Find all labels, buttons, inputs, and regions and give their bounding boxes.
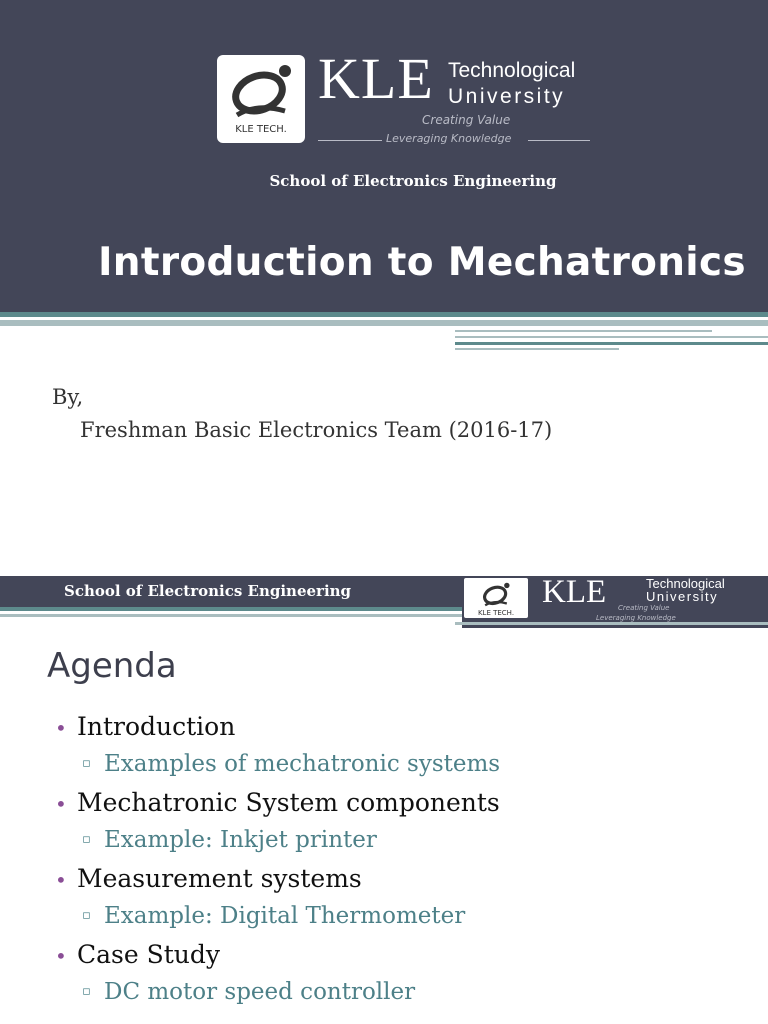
- agenda-logo-stripe: [455, 622, 768, 625]
- logo-tagline-1: Creating Value: [618, 604, 670, 612]
- list-item: [55, 864, 768, 903]
- kle-tech-emblem-small: [464, 578, 528, 618]
- header-stripe: [455, 348, 619, 350]
- list-item: [55, 940, 768, 979]
- logo-tagline-2: Leveraging Knowledge: [596, 614, 676, 622]
- kle-q-logo-icon: [476, 580, 516, 608]
- list-item-text: Examples of mechatronic systems: [104, 751, 501, 777]
- logo-university-text: University: [646, 589, 719, 604]
- title-header-band: [0, 0, 768, 312]
- agenda-slide: [0, 576, 768, 1024]
- list-item: [55, 903, 768, 940]
- tagline-rule-right: [528, 140, 590, 141]
- header-stripe: [455, 336, 768, 338]
- list-item-text: Example: Digital Thermometer: [104, 903, 466, 929]
- bullet-dot-icon: •: [55, 944, 67, 968]
- author-team: Freshman Basic Electronics Team (2016-17): [80, 418, 553, 442]
- agenda-header-stripe: [0, 607, 462, 611]
- list-item-text: Introduction: [77, 712, 236, 741]
- logo-technological-text: Technological: [448, 59, 576, 82]
- agenda-list: [55, 712, 768, 1016]
- logo-kle-text: KLE: [542, 576, 607, 610]
- list-item: [55, 751, 768, 788]
- bullet-dot-icon: •: [55, 792, 67, 816]
- agenda-heading: Agenda: [47, 646, 177, 686]
- school-name: School of Electronics Engineering: [269, 172, 557, 190]
- kle-q-logo-icon: [227, 59, 295, 121]
- logo-badge-text: KLE TECH.: [477, 609, 515, 617]
- logo-tagline-2: Leveraging Knowledge: [386, 132, 512, 145]
- list-item-text: Measurement systems: [77, 864, 362, 893]
- list-item-text: DC motor speed controller: [104, 979, 416, 1005]
- bullet-square-icon: ▫: [82, 756, 91, 771]
- list-item-text: Mechatronic System components: [77, 788, 500, 817]
- tagline-rule-left: [318, 140, 382, 141]
- header-stripe: [455, 342, 768, 345]
- logo-kle-text: KLE: [318, 46, 434, 111]
- logo-tagline-1: Creating Value: [422, 113, 511, 127]
- presentation-title: Introduction to Mechatronics: [98, 240, 746, 285]
- logo-technological-text: Technological: [646, 576, 725, 591]
- bullet-dot-icon: •: [55, 716, 67, 740]
- bullet-square-icon: ▫: [82, 832, 91, 847]
- agenda-logo: [462, 576, 768, 628]
- header-stripe: [0, 320, 768, 326]
- header-stripe: [0, 312, 768, 317]
- list-item: [55, 827, 768, 864]
- agenda-school-name: School of Electronics Engineering: [64, 582, 352, 600]
- logo-university-text: University: [448, 85, 566, 108]
- bullet-square-icon: ▫: [82, 984, 91, 999]
- author-by-label: By,: [52, 385, 84, 409]
- header-stripe: [455, 330, 712, 332]
- bullet-dot-icon: •: [55, 868, 67, 892]
- bullet-square-icon: ▫: [82, 908, 91, 923]
- list-item-text: Example: Inkjet printer: [104, 827, 377, 853]
- logo-badge-text: KLE TECH.: [235, 124, 287, 135]
- list-item-text: Case Study: [77, 940, 221, 969]
- agenda-header-stripe: [0, 614, 462, 617]
- kle-tech-emblem: [217, 55, 305, 143]
- list-item: [55, 979, 768, 1016]
- list-item: [55, 712, 768, 751]
- list-item: [55, 788, 768, 827]
